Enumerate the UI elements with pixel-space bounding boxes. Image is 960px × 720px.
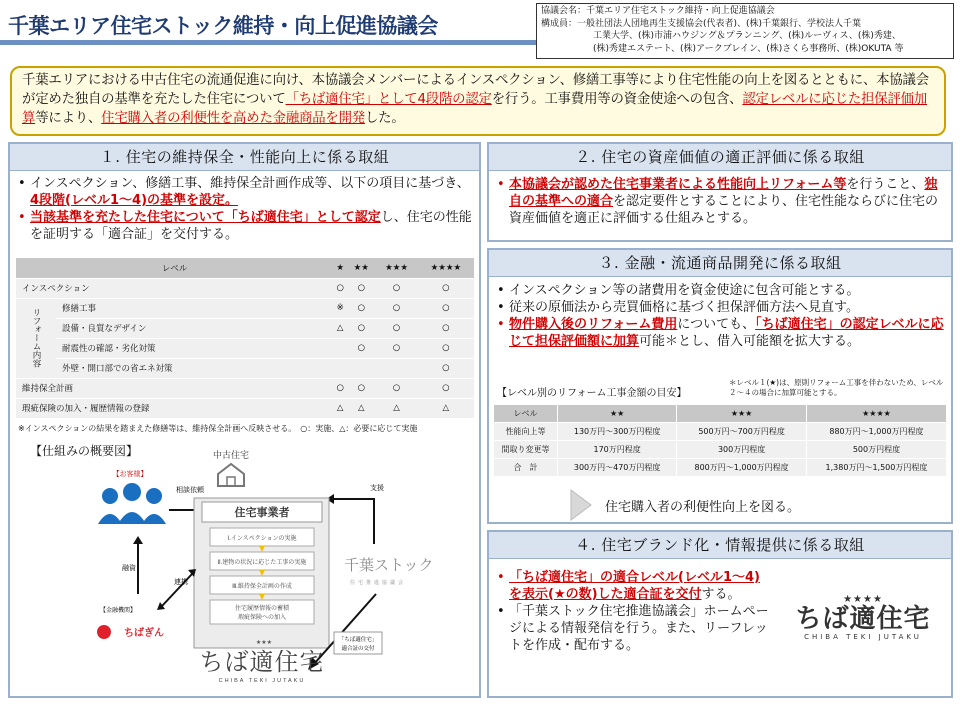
section-3-title: ３. 金融・流通商品開発に係る取組 <box>489 250 951 277</box>
cell: ○ <box>418 318 474 338</box>
section-2-title: ２. 住宅の資産価値の適正評価に係る取組 <box>489 144 951 171</box>
step-4b: 瑕疵保険への加入 <box>237 615 287 621</box>
reform-side-label: リフォーム内容 <box>16 298 56 378</box>
customer-label: 【お客様】 <box>112 471 148 478</box>
table-row <box>16 318 474 338</box>
finance-label: 融資 <box>122 565 136 572</box>
cell: 300万円～470万円程度 <box>558 459 677 477</box>
chiba-teki-brand-logo <box>779 594 947 641</box>
cell: ○ <box>375 338 417 358</box>
row-label: 瑕疵保険の加入・履歴情報の登録 <box>16 398 333 418</box>
section-1-panel <box>8 142 481 698</box>
customers-icon <box>98 483 166 524</box>
cell: ○ <box>375 278 417 298</box>
section-4-bullet-2: • 「千葉ストック住宅推進協議会」ホームページによる情報発信を行う。また、リーフレットを作成・配布する。 <box>495 603 769 654</box>
cell: ○ <box>418 378 474 398</box>
result-arrow-icon <box>567 488 597 522</box>
svg-text:住宅推進協議会: 住宅推進協議会 <box>350 580 407 586</box>
s3-text-2: 可能＊とし、借入可能額を拡大する。 <box>639 334 861 349</box>
svg-text:ちばぎん: ちばぎん <box>124 628 164 639</box>
s3-text-1: についても、 <box>677 317 756 332</box>
table-row <box>16 278 474 298</box>
table-footnote: ※インスペクションの結果を踏まえた修繕等は、維持保全計画へ反映させる。 ○：実施、△：必要に応じて実施 <box>18 424 418 433</box>
section-1-bullet-2 <box>16 209 473 243</box>
row-label: 修繕工事 <box>56 298 333 318</box>
logo-subtext: CHIBA TEKI JUTAKU <box>804 633 922 641</box>
intro-highlight-1: 「ちば適住宅」として4段階の認定 <box>285 92 492 107</box>
scheme-diagram <box>14 444 474 694</box>
s2-highlight-2: 独自の基準への適合 <box>509 177 938 209</box>
cert-label-1: 「ちば適住宅」 <box>338 637 378 643</box>
table-row <box>494 441 947 459</box>
s2-highlight-1: 本協議会が認めた住宅事業者による性能向上リフォーム等 <box>509 177 847 192</box>
council-members-cont1: 工業大学、(株)市浦ハウジング＆プランニング、(株)ルーヴィス、(株)秀建、 <box>593 31 901 41</box>
section-2-panel <box>487 142 953 242</box>
intro-text-2: を行う。工事費用等の資金使途への包含、 <box>491 92 743 107</box>
row-label: 外壁・開口部での省エネ対策 <box>56 358 333 378</box>
svg-text:CHIBA TEKI JUTAKU: CHIBA TEKI JUTAKU <box>218 678 306 684</box>
table-row <box>16 378 474 398</box>
consult-label: 相談依頼 <box>176 487 204 494</box>
builder-label: 住宅事業者 <box>234 507 290 519</box>
s3-highlight-1: 物件購入後のリフォーム費用 <box>509 317 678 332</box>
s4-highlight: 「ちば適住宅」の適合レベル(レベル1～4)を表示(★の数)した適合証を交付 <box>509 570 760 602</box>
s2-text-1: を行うこと、 <box>846 177 925 192</box>
cell <box>375 358 417 378</box>
house-icon <box>218 464 244 486</box>
header-cell: ★★★ <box>677 405 807 423</box>
page-title: 千葉エリア住宅ストック維持・向上促進協議会 <box>8 14 438 38</box>
cell: ※ <box>333 298 347 318</box>
logo-stars-icon: ★★★★ <box>843 594 883 605</box>
section-3-result: 住宅購入者の利便性向上を図る。 <box>605 500 801 515</box>
cell: △ <box>347 398 375 418</box>
cell: 500万円～700万円程度 <box>677 423 807 441</box>
header-cell: ★★★★ <box>806 405 946 423</box>
row-label: 耐震性の確認・劣化対策 <box>56 338 333 358</box>
step-3: Ⅲ.維持保全計画の作成 <box>232 584 292 590</box>
cell <box>333 338 347 358</box>
s1-b1-text: インスペクション、修繕工事、維持保全計画作成等、以下の項目に基づき、 <box>30 176 470 191</box>
chiba-stock-logo <box>344 556 434 586</box>
table-header-star3: ★★★ <box>375 258 417 278</box>
svg-text:ちば適住宅: ちば適住宅 <box>199 649 325 676</box>
cell: ○ <box>347 338 375 358</box>
intro-text-4: した。 <box>364 111 405 126</box>
table-header-star2: ★★ <box>347 258 375 278</box>
support-label: 支援 <box>370 485 384 492</box>
section-3-bullet-1: • インスペクション等の諸費用を資金使途に包含可能とする。 <box>495 282 945 299</box>
section-4-bullet-1 <box>495 569 769 603</box>
cell: ○ <box>375 378 417 398</box>
reform-cost-table <box>493 404 947 477</box>
cell: △ <box>333 398 347 418</box>
table-header-star1: ★ <box>333 258 347 278</box>
council-info-box <box>536 3 954 59</box>
intro-text-1: 千葉エリアにおける中古住宅の流通促進に向け、本協議会メンバーによるインスペクション、修繕工事等により住宅性能の向上を図るとともに、本協議会が定めた独自の基準を充たした住宅について <box>22 73 929 107</box>
link-label: 連携 <box>174 579 188 586</box>
s3-highlight-2: 「ちば適住宅」の認定レベルに応じて担保評価額に加算 <box>509 317 944 349</box>
intro-box <box>10 66 946 136</box>
level-criteria-table <box>16 258 474 419</box>
section-1-bullet-1 <box>16 175 473 209</box>
cell <box>333 358 347 378</box>
support-arrow <box>334 499 374 544</box>
bank-tag: 【金融機関】 <box>99 608 137 614</box>
cell: ○ <box>418 278 474 298</box>
cell: 300万円程度 <box>677 441 807 459</box>
table-header-star4: ★★★★ <box>418 258 474 278</box>
header-cell: ★★ <box>558 405 677 423</box>
cell: ○ <box>375 298 417 318</box>
table-row <box>16 298 474 318</box>
title-underline <box>0 40 540 45</box>
finance-arrowhead <box>133 536 143 544</box>
cell: ○ <box>418 358 474 378</box>
cell: △ <box>375 398 417 418</box>
cell: △ <box>333 318 347 338</box>
s2-text-2: を認定要件とすることにより、住宅性能ならびに住宅の資産価値を適正に評価する仕組みとする。 <box>509 194 939 226</box>
section-4-panel <box>487 530 953 698</box>
cell: 500万円程度 <box>806 441 946 459</box>
table-row <box>494 459 947 477</box>
cell: ○ <box>418 338 474 358</box>
council-members: 構成員：一般社団法人団地再生支援協会(代表者)、(株)千葉銀行、学校法人千葉 <box>541 18 862 29</box>
section-3-bullet-2: • 従来の原価法から売買価格に基づく担保評価方法へ見直す。 <box>495 299 945 316</box>
s1-b1-highlight: 4段階(レベル1～4)の基準を設定。 <box>30 193 239 208</box>
row-label: インスペクション <box>16 278 333 298</box>
table-row <box>494 423 947 441</box>
intro-highlight-2: 認定レベルに応じた担保評価加算 <box>22 92 928 126</box>
row-label: 合 計 <box>494 459 558 477</box>
cell: 1,380万円～1,500万円程度 <box>806 459 946 477</box>
step-1: Ⅰ.インスペクションの実施 <box>227 536 297 542</box>
row-label: 維持保全計画 <box>16 378 333 398</box>
row-label: 設備・良質なデザイン <box>56 318 333 338</box>
s1-b2-highlight: 当該基準を充たした住宅について「ちば適住宅」として認定 <box>30 210 381 225</box>
cell: ○ <box>347 298 375 318</box>
table-row <box>16 398 474 418</box>
cell: ○ <box>347 378 375 398</box>
section-4-title: ４. 住宅ブランド化・情報提供に係る取組 <box>489 532 951 559</box>
council-name: 協議会名：千葉エリア住宅ストック維持・向上促進協議会 <box>541 6 775 16</box>
cell: ○ <box>333 378 347 398</box>
cell: 800万円～1,000万円程度 <box>677 459 807 477</box>
row-label: 性能向上等 <box>494 423 558 441</box>
table-row <box>16 338 474 358</box>
section-2-bullet <box>495 176 945 227</box>
cell: 170万円程度 <box>558 441 677 459</box>
row-label: 間取り変更等 <box>494 441 558 459</box>
s4-text: する。 <box>701 587 741 602</box>
reform-table-note: ＊レベル１(★)は、原則リフォーム工事を伴わないため、レベル２～４の場合に加算可能とする。 <box>729 378 944 397</box>
section-3-panel <box>487 248 953 524</box>
bank-logo-icon <box>97 625 164 639</box>
cell: ○ <box>347 318 375 338</box>
reform-table-title: 【レベル別のリフォーム工事金額の目安】 <box>497 388 687 399</box>
cell: 880万円～1,000万円程度 <box>806 423 946 441</box>
cell <box>347 358 375 378</box>
s1-b2-text: し、住宅の性能を証明する「適合証」を交付する。 <box>30 210 472 242</box>
intro-highlight-3: 住宅購入者の利便性を高めた金融商品を開発 <box>101 111 365 126</box>
cell: ○ <box>375 318 417 338</box>
header-cell: レベル <box>494 405 558 423</box>
logo-text: ちば適住宅 <box>795 604 931 634</box>
council-members-cont2: (株)秀建エステート、(株)アークブレイン、(株)さくら事務所、(株)OKUTA 等 <box>593 43 904 54</box>
svg-text:★★★: ★★★ <box>255 639 273 646</box>
cert-label-2: 適合証の交付 <box>341 646 375 652</box>
table-row <box>16 358 474 378</box>
section-1-title: １. 住宅の維持保全・性能向上に係る取組 <box>10 144 479 171</box>
cell: ○ <box>347 278 375 298</box>
step-2: Ⅱ.建物の状況に応じた工事の実施 <box>217 560 307 566</box>
cell: ○ <box>418 298 474 318</box>
cell: △ <box>418 398 474 418</box>
table-header-row <box>494 405 947 423</box>
cell: ○ <box>333 278 347 298</box>
stock-house-label: 中古住宅 <box>212 450 250 460</box>
svg-text:千葉ストック: 千葉ストック <box>344 557 434 574</box>
table-header-level: レベル <box>16 258 333 278</box>
section-3-bullet-3 <box>495 316 945 350</box>
diagram-title: 【仕組みの概要図】 <box>30 444 139 458</box>
intro-text-3: 等により、 <box>35 111 102 126</box>
cell: 130万円～300万円程度 <box>558 423 677 441</box>
step-4a: 住宅履歴情報の蓄積 <box>234 606 290 612</box>
